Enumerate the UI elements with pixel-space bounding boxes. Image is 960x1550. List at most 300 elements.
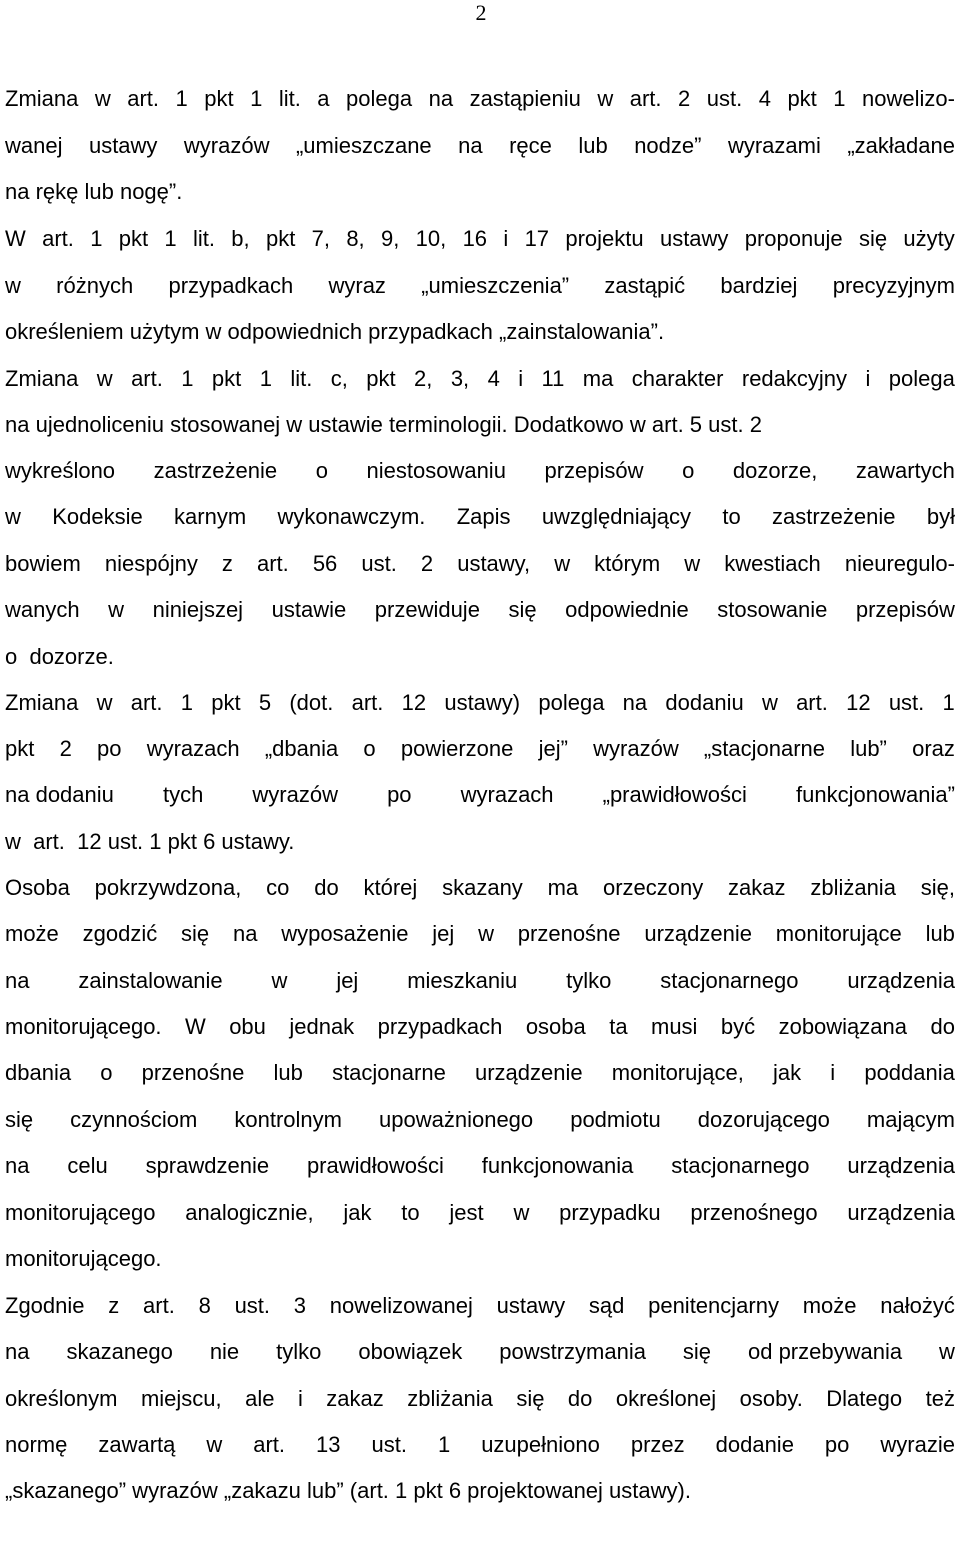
word: pokrzywdzona,	[94, 875, 242, 900]
word: W	[184, 1014, 206, 1039]
word: stacjonarnego	[660, 968, 799, 993]
word: przenośne	[141, 1060, 245, 1085]
word: 11	[541, 366, 565, 391]
word: dodaniu	[665, 690, 744, 715]
word: Zapis	[456, 504, 511, 529]
word: urządzenia	[847, 1153, 955, 1178]
word: czynnościom	[70, 1107, 198, 1132]
word: się	[858, 226, 888, 251]
word: i	[830, 1060, 836, 1085]
word: 1	[250, 86, 263, 111]
word: „stacjonarne	[703, 736, 825, 761]
word: wyrazów	[593, 736, 679, 761]
word: monitorujące	[775, 921, 902, 946]
text-line	[5, 1385, 955, 1413]
word: celu	[67, 1153, 108, 1178]
word: 2	[59, 736, 72, 761]
word: (dot.	[289, 690, 334, 715]
word: jak	[343, 1200, 372, 1225]
word: art.	[253, 1432, 286, 1457]
word: analogicznie,	[185, 1200, 314, 1225]
word: art.	[131, 366, 163, 391]
word: z	[108, 1293, 120, 1318]
word: lit.	[192, 226, 215, 251]
word: sprawdzenie	[145, 1153, 270, 1178]
word: prawidłowości	[306, 1153, 444, 1178]
word: na	[5, 1153, 30, 1178]
word: normę	[5, 1432, 68, 1457]
word: 7,	[311, 226, 330, 251]
word: ustawy	[659, 226, 729, 251]
word: Dlatego	[826, 1386, 903, 1411]
text-line	[5, 550, 955, 578]
word: jest	[449, 1200, 484, 1225]
word: co	[266, 875, 290, 900]
word: zawartych	[855, 458, 955, 483]
word: przypadkach	[168, 273, 294, 298]
word: 12	[401, 690, 427, 715]
word: 5	[258, 690, 272, 715]
word: jej”	[538, 736, 568, 761]
word: ale	[245, 1386, 275, 1411]
word: zastrzeżenie	[772, 504, 896, 529]
word: 17	[524, 226, 550, 251]
word: niestosowaniu	[366, 458, 506, 483]
word: ust.	[361, 551, 397, 576]
text-line: monitorującego.	[5, 1246, 162, 1271]
text-line: na rękę lub nogę”.	[5, 179, 183, 204]
word: uzupełniono	[481, 1432, 600, 1457]
word: się	[5, 1107, 34, 1132]
word: na dodaniu	[5, 782, 114, 807]
word: penitencjarny	[648, 1293, 779, 1318]
word: b,	[231, 226, 250, 251]
word: 2	[678, 86, 691, 111]
word: niniejszej	[152, 597, 244, 622]
word: 1	[942, 690, 955, 715]
word: funkcjonowania”	[795, 782, 955, 807]
word: Osoba	[5, 875, 70, 900]
word: stacjonarne	[332, 1060, 446, 1085]
word: jednak	[289, 1014, 355, 1039]
word: zbliżania	[407, 1386, 493, 1411]
text-line	[5, 1152, 955, 1180]
word: „prawidłowości	[602, 782, 747, 807]
word: urządzenie	[644, 921, 752, 946]
word: jak	[773, 1060, 802, 1085]
word: pkt	[118, 226, 149, 251]
word: art.	[130, 690, 163, 715]
word: w	[684, 551, 701, 576]
word: wanej	[5, 133, 63, 158]
word: 4	[487, 366, 500, 391]
word: orzeczony	[602, 875, 704, 900]
word: Zmiana	[5, 86, 79, 111]
word: może	[802, 1293, 857, 1318]
word: ust.	[888, 690, 925, 715]
text-line	[5, 272, 955, 300]
word: określonej	[615, 1386, 717, 1411]
word: ustawie	[271, 597, 347, 622]
text-line	[5, 225, 955, 253]
word: o	[363, 736, 376, 761]
word: przepisów	[544, 458, 644, 483]
word: pkt	[366, 366, 396, 391]
word: obowiązek	[358, 1339, 463, 1364]
word: w	[939, 1339, 955, 1364]
word: zastąpić	[604, 273, 686, 298]
word: 1	[833, 86, 846, 111]
word: c,	[330, 366, 348, 391]
word: wyraz	[328, 273, 386, 298]
text-line	[5, 1431, 955, 1459]
word: i	[865, 366, 871, 391]
word: miejscu,	[140, 1386, 222, 1411]
text-line	[5, 1338, 955, 1366]
word: nowelizowanej	[329, 1293, 473, 1318]
word: zawartą	[98, 1432, 176, 1457]
word: wyrazach	[460, 782, 554, 807]
word: urządzenia	[847, 968, 955, 993]
word: podmiotu	[570, 1107, 661, 1132]
word: w	[94, 86, 111, 111]
word: upoważnionego	[379, 1107, 534, 1132]
word: odpowiednie	[565, 597, 689, 622]
word: ustawy)	[444, 690, 521, 715]
word: Zmiana	[5, 366, 79, 391]
word: dodanie	[715, 1432, 794, 1457]
word: przypadku	[559, 1200, 661, 1225]
text-line: o dozorze.	[5, 644, 114, 669]
word: 8,	[346, 226, 365, 251]
word: to	[722, 504, 741, 529]
word: której	[363, 875, 418, 900]
word: zastrzeżenie	[153, 458, 278, 483]
word: art.	[127, 86, 160, 111]
word: powstrzymania	[499, 1339, 646, 1364]
text-line	[5, 689, 955, 717]
word: precyzyjnym	[832, 273, 955, 298]
word: wykonawczym.	[277, 504, 426, 529]
word: lub	[273, 1060, 303, 1085]
word: ust.	[371, 1432, 407, 1457]
word: 4	[758, 86, 771, 111]
word: przez	[630, 1432, 685, 1457]
word: zakaz	[326, 1386, 384, 1411]
word: wyrazami	[727, 133, 821, 158]
word: się	[508, 597, 537, 622]
word: ust.	[706, 86, 743, 111]
text-line	[5, 781, 955, 809]
word: 2,	[414, 366, 433, 391]
word: którym	[594, 551, 661, 576]
word: art.	[42, 226, 74, 251]
word: i	[503, 226, 509, 251]
word: do	[314, 875, 339, 900]
word: polega	[538, 690, 605, 715]
word: tych	[162, 782, 204, 807]
word: 13	[316, 1432, 341, 1457]
word: zobowiązana	[778, 1014, 908, 1039]
word: zgodzić	[82, 921, 158, 946]
word: zbliżania	[810, 875, 896, 900]
word: nie	[209, 1339, 240, 1364]
word: w	[206, 1432, 223, 1457]
word: 1	[164, 226, 177, 251]
word: monitorujące,	[611, 1060, 744, 1085]
word: w	[96, 366, 113, 391]
word: na	[458, 133, 483, 158]
word: pkt	[5, 736, 35, 761]
word: oraz	[912, 736, 955, 761]
word: stosowanie	[717, 597, 828, 622]
text-line	[5, 132, 955, 160]
word: lub	[578, 133, 608, 158]
word: ustawy	[88, 133, 158, 158]
word: od przebywania	[747, 1339, 903, 1364]
word: przenośnego	[690, 1200, 818, 1225]
text-line: na ujednoliceniu stosowanej w ustawie terminologii. Dodatkowo w art. 5 ust. 2	[5, 412, 762, 437]
word: wanych	[5, 597, 80, 622]
text-line: „skazanego” wyrazów „zakazu lub” (art. 1 pkt 6 projektowanej ustawy).	[5, 1478, 691, 1503]
word: po	[387, 782, 412, 807]
word: na	[5, 1339, 30, 1364]
word: sąd	[588, 1293, 625, 1318]
word: jej	[432, 921, 455, 946]
word: ust.	[234, 1293, 271, 1318]
word: „zakładane	[847, 133, 955, 158]
word: ustawy,	[457, 551, 531, 576]
word: w	[478, 921, 494, 946]
word: lub”	[850, 736, 887, 761]
word: w	[597, 86, 614, 111]
word: z	[221, 551, 233, 576]
word: art.	[629, 86, 662, 111]
word: w	[5, 273, 21, 298]
word: 3	[293, 1293, 307, 1318]
word: w	[271, 968, 288, 993]
word: użyty	[903, 226, 955, 251]
text-line: w art. 12 ust. 1 pkt 6 ustawy.	[5, 829, 295, 854]
word: poddania	[864, 1060, 955, 1085]
word: o	[682, 458, 695, 483]
word: monitorującego.	[5, 1014, 162, 1039]
word: przewiduje	[374, 597, 480, 622]
word: po	[824, 1432, 850, 1457]
word: to	[401, 1200, 420, 1225]
word: wyrazów	[252, 782, 338, 807]
word: do	[930, 1014, 955, 1039]
word: osoba	[525, 1014, 586, 1039]
word: wykreślono	[5, 458, 116, 483]
word: Kodeksie	[52, 504, 143, 529]
word: „umieszczane	[295, 133, 432, 158]
word: mieszkaniu	[407, 968, 518, 993]
word: 12	[846, 690, 871, 715]
word: „dbania	[264, 736, 339, 761]
word: nałożyć	[880, 1293, 955, 1318]
word: 9,	[380, 226, 400, 251]
word: określonym	[5, 1386, 118, 1411]
word: redakcyjny	[741, 366, 848, 391]
text-line	[5, 967, 955, 995]
word: dbania	[5, 1060, 72, 1085]
text-line	[5, 85, 955, 113]
word: w	[513, 1200, 530, 1225]
word: wyposażenie	[281, 921, 409, 946]
word: ma	[582, 366, 614, 391]
word: mającym	[866, 1107, 955, 1132]
word: zainstalowanie	[78, 968, 223, 993]
word: do	[567, 1386, 593, 1411]
word: kwestiach	[724, 551, 821, 576]
word: art.	[351, 690, 384, 715]
word: powierzone	[400, 736, 514, 761]
word: na	[428, 86, 454, 111]
word: ta	[609, 1014, 628, 1039]
word: musi	[651, 1014, 698, 1039]
word: urządzenie	[474, 1060, 583, 1085]
word: polega	[346, 86, 413, 111]
word: proponuje	[744, 226, 843, 251]
word: się,	[920, 875, 955, 900]
text-line	[5, 1292, 955, 1320]
word: pkt	[265, 226, 296, 251]
word: tylko	[566, 968, 612, 993]
word: na	[622, 690, 648, 715]
word: być	[720, 1014, 756, 1039]
word: pkt	[787, 86, 817, 111]
text-line	[5, 735, 955, 763]
word: 56	[312, 551, 338, 576]
text-line: określeniem użytym w odpowiednich przypadkach „zainstalowania”.	[5, 319, 665, 344]
word: i	[518, 366, 524, 391]
word: pkt	[211, 690, 241, 715]
word: 1	[180, 690, 193, 715]
word: wyrazach	[146, 736, 240, 761]
word: stacjonarnego	[671, 1153, 810, 1178]
word: się	[682, 1339, 712, 1364]
word: jej	[336, 968, 359, 993]
text-line	[5, 365, 955, 393]
word: o	[100, 1060, 113, 1085]
word: niespójny	[104, 551, 198, 576]
word: ustawy	[496, 1293, 566, 1318]
word: też	[925, 1386, 955, 1411]
word: w	[108, 597, 125, 622]
word: 1	[175, 86, 188, 111]
word: skazany	[442, 875, 523, 900]
word: 3,	[450, 366, 470, 391]
word: przepisów	[855, 597, 955, 622]
word: art.	[143, 1293, 175, 1318]
word: wyrazów	[183, 133, 270, 158]
text-line	[5, 1059, 955, 1087]
word: różnych	[56, 273, 134, 298]
word: pkt	[204, 86, 234, 111]
word: tylko	[276, 1339, 322, 1364]
text-line	[5, 1013, 955, 1041]
word: po	[97, 736, 122, 761]
word: nodze”	[634, 133, 702, 158]
word: ręce	[509, 133, 552, 158]
word: w	[96, 690, 113, 715]
word: nowelizo-	[862, 86, 955, 111]
word: lit.	[278, 86, 301, 111]
word: się	[516, 1386, 545, 1411]
word: art.	[256, 551, 289, 576]
word: lit.	[290, 366, 313, 391]
word: skazanego	[66, 1339, 173, 1364]
word: dozorze,	[732, 458, 818, 483]
text-line	[5, 920, 955, 948]
word: uwzględniający	[541, 504, 692, 529]
word: pkt	[211, 366, 242, 391]
word: o	[315, 458, 328, 483]
word: bowiem	[5, 551, 81, 576]
word: i	[297, 1386, 303, 1411]
word: przypadkach	[377, 1014, 503, 1039]
text-line	[5, 1106, 955, 1134]
word: urządzenia	[847, 1200, 955, 1225]
word: w	[761, 690, 778, 715]
text-line	[5, 457, 955, 485]
word: w	[554, 551, 571, 576]
text-line	[5, 874, 955, 902]
word: projektu	[565, 226, 644, 251]
word: 1	[181, 366, 194, 391]
word: Zmiana	[5, 690, 79, 715]
word: funkcjonowania	[481, 1153, 634, 1178]
word: „umieszczenia”	[421, 273, 570, 298]
word: przenośne	[517, 921, 621, 946]
word: polega	[888, 366, 955, 391]
text-line	[5, 596, 955, 624]
word: 1	[259, 366, 272, 391]
word: 1	[437, 1432, 451, 1457]
word: zastąpieniu	[469, 86, 581, 111]
text-line	[5, 1199, 955, 1227]
word: 2	[420, 551, 434, 576]
word: obu	[229, 1014, 266, 1039]
word: a	[317, 86, 330, 111]
word: na	[5, 968, 30, 993]
word: był	[926, 504, 955, 529]
word: ma	[547, 875, 579, 900]
word: w	[5, 504, 21, 529]
word: wyrazie	[880, 1432, 955, 1457]
word: W	[5, 226, 26, 251]
word: 10,	[415, 226, 447, 251]
word: kontrolnym	[234, 1107, 342, 1132]
word: karnym	[174, 504, 247, 529]
word: monitorującego	[5, 1200, 156, 1225]
word: nieuregulo-	[844, 551, 955, 576]
word: Zgodnie	[5, 1293, 85, 1318]
word: lub	[925, 921, 955, 946]
word: dozorującego	[697, 1107, 830, 1132]
page-number: 2	[475, 0, 487, 25]
word: 8	[198, 1293, 211, 1318]
word: bardziej	[720, 273, 798, 298]
word: charakter	[631, 366, 724, 391]
word: się	[181, 921, 210, 946]
word: może	[5, 921, 59, 946]
word: 1	[90, 226, 103, 251]
word: art.	[796, 690, 828, 715]
word: osoby.	[739, 1386, 803, 1411]
word: na	[232, 921, 258, 946]
